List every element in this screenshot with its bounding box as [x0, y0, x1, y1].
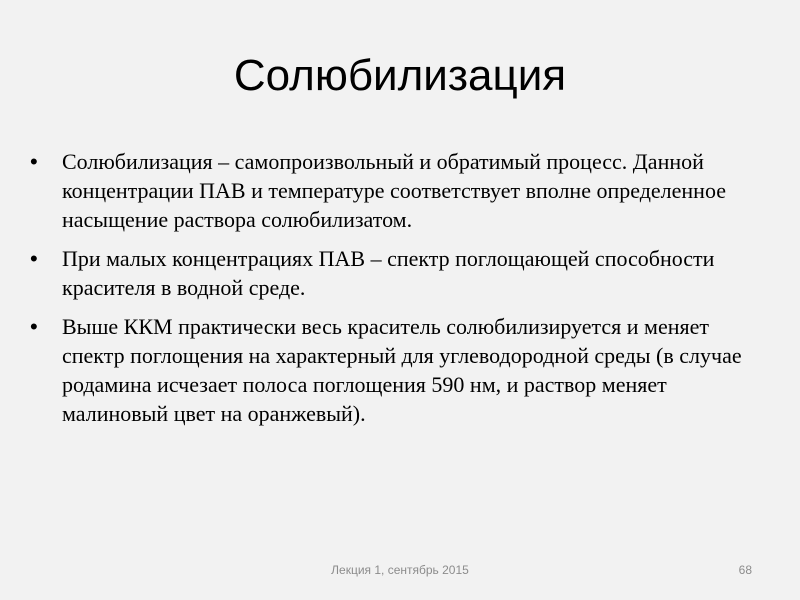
bullet-item — [30, 147, 770, 234]
bullet-item — [30, 244, 770, 302]
bullet-text: При малых концентрациях ПАВ – спектр поглощающей способности красителя в водной среде. — [62, 246, 715, 300]
bullet-dot-icon: • — [30, 149, 38, 174]
footer-text: Лекция 1, сентябрь 2015 — [331, 563, 469, 577]
bullet-text: Солюбилизация – самопроизвольный и обратимый процесс. Данной концентрации ПАВ и температуре соответствует вполне определенное насыщение раствора солюбилизатом. — [62, 149, 726, 232]
slide-title: Солюбилизация — [233, 51, 567, 100]
bullet-dot-icon: • — [30, 246, 38, 271]
bullet-dot-icon: • — [30, 314, 38, 339]
bullet-item — [30, 312, 770, 428]
bullet-list — [30, 147, 770, 438]
bullet-text: Выше ККМ практически весь краситель солюбилизируется и меняет спектр поглощения на характерный для углеводородной среды (в случае родамина исчезает полоса поглощения 590 нм, и раствор меняет малиновый цвет на оранжевый). — [62, 314, 742, 426]
page-number: 68 — [738, 563, 752, 577]
